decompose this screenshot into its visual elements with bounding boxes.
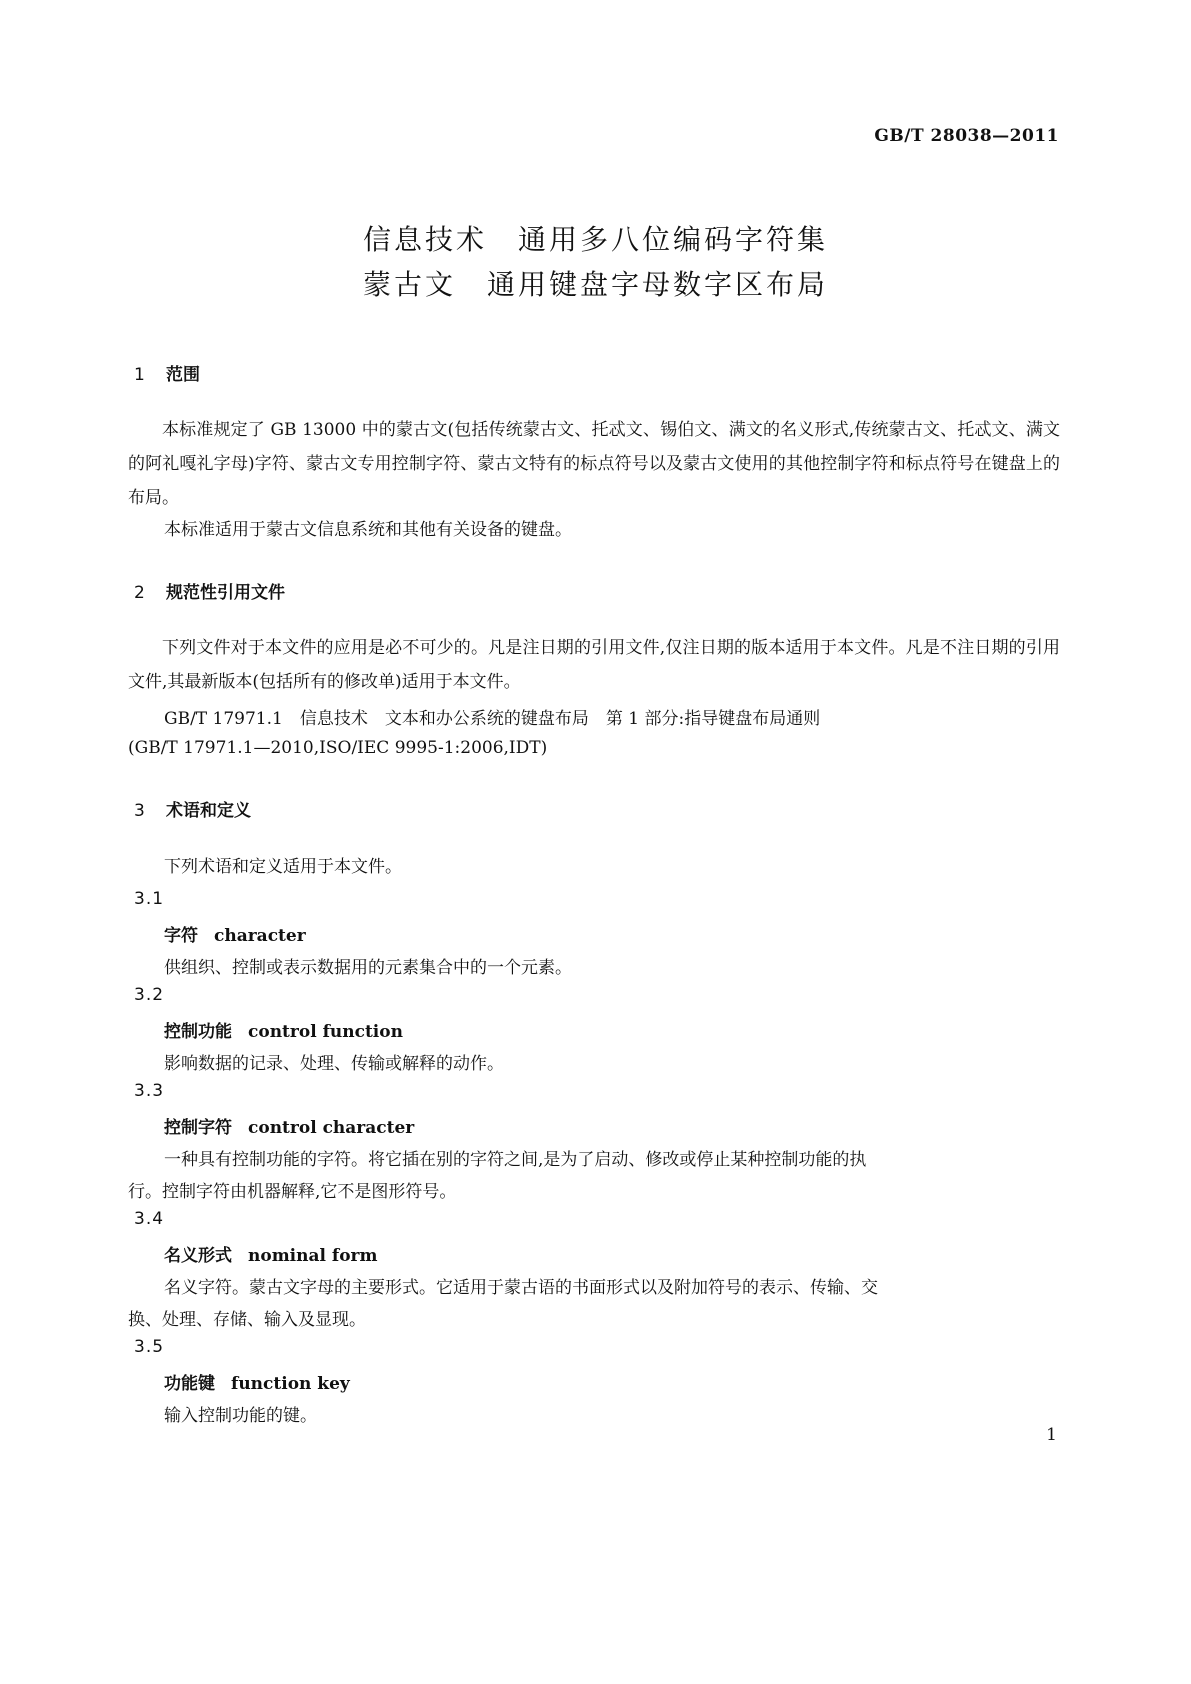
term-chinese: 控制功能	[164, 1022, 232, 1042]
term-definition-line2: 行。控制字符由机器解释,它不是图形符号。	[128, 1182, 457, 1202]
page-number: 1	[1046, 1425, 1057, 1445]
section-title: 术语和定义	[166, 801, 251, 821]
term-number: 3.1	[134, 889, 165, 909]
section-1-paragraph-1: 本标准规定了 GB 13000 中的蒙古文(包括传统蒙古文、托忒文、锡伯文、满文的名义形式,传统蒙古文、托忒文、满文的阿礼嘎礼字母)字符、蒙古文专用控制字符、蒙古文特有的标点符号以及蒙古文使用的其他控制字符和标点符号在键盘上的布局。	[128, 420, 1060, 508]
section-1-paragraph-2: 本标准适用于蒙古文信息系统和其他有关设备的键盘。	[164, 520, 572, 540]
normative-reference-line1: GB/T 17971.1 信息技术 文本和办公系统的键盘布局 第 1 部分:指导键盘布局通则	[164, 709, 821, 729]
document-title-line1: 信息技术 通用多八位编码字符集	[362, 223, 828, 256]
term-definition: 供组织、控制或表示数据用的元素集合中的一个元素。	[164, 958, 572, 978]
term-definition: 影响数据的记录、处理、传输或解释的动作。	[164, 1054, 504, 1074]
section-2-heading	[134, 578, 285, 603]
section-2-paragraph-1: 下列文件对于本文件的应用是必不可少的。凡是注日期的引用文件,仅注日期的版本适用于本文件。凡是不注日期的引用文件,其最新版本(包括所有的修改单)适用于本文件。	[128, 638, 1060, 692]
term-number: 3.5	[134, 1337, 165, 1357]
term-heading	[164, 921, 306, 946]
standard-code: GB/T 28038—2011	[874, 126, 1059, 146]
term-heading	[164, 1017, 403, 1042]
term-definition-line2: 换、处理、存储、输入及显现。	[128, 1310, 366, 1330]
section-number: 1	[134, 365, 145, 385]
term-heading	[164, 1241, 378, 1266]
term-english: control function	[248, 1022, 403, 1042]
section-3-heading	[134, 796, 251, 821]
term-number: 3.2	[134, 985, 165, 1005]
section-title: 规范性引用文件	[166, 583, 285, 603]
term-definition-line1: 一种具有控制功能的字符。将它插在别的字符之间,是为了启动、修改或停止某种控制功能的执	[164, 1150, 867, 1170]
term-chinese: 字符	[164, 926, 198, 946]
section-title: 范围	[166, 365, 200, 385]
term-chinese: 名义形式	[164, 1246, 232, 1266]
section-1-heading	[134, 360, 200, 385]
term-heading	[164, 1369, 350, 1394]
term-definition: 输入控制功能的键。	[164, 1406, 317, 1426]
section-3-intro: 下列术语和定义适用于本文件。	[164, 857, 402, 877]
term-english: function key	[231, 1374, 350, 1394]
term-chinese: 控制字符	[164, 1118, 232, 1138]
term-chinese: 功能键	[164, 1374, 215, 1394]
normative-reference-line2: (GB/T 17971.1—2010,ISO/IEC 9995-1:2006,IDT)	[128, 738, 548, 758]
term-number: 3.4	[134, 1209, 165, 1229]
term-english: control character	[248, 1118, 415, 1138]
section-number: 2	[134, 583, 145, 603]
term-number: 3.3	[134, 1081, 165, 1101]
term-english: nominal form	[248, 1246, 378, 1266]
term-heading	[164, 1113, 414, 1138]
term-definition-line1: 名义字符。蒙古文字母的主要形式。它适用于蒙古语的书面形式以及附加符号的表示、传输、交	[164, 1278, 878, 1298]
section-number: 3	[134, 801, 145, 821]
term-english: character	[214, 926, 306, 946]
document-title-line2: 蒙古文 通用键盘字母数字区布局	[362, 268, 828, 301]
